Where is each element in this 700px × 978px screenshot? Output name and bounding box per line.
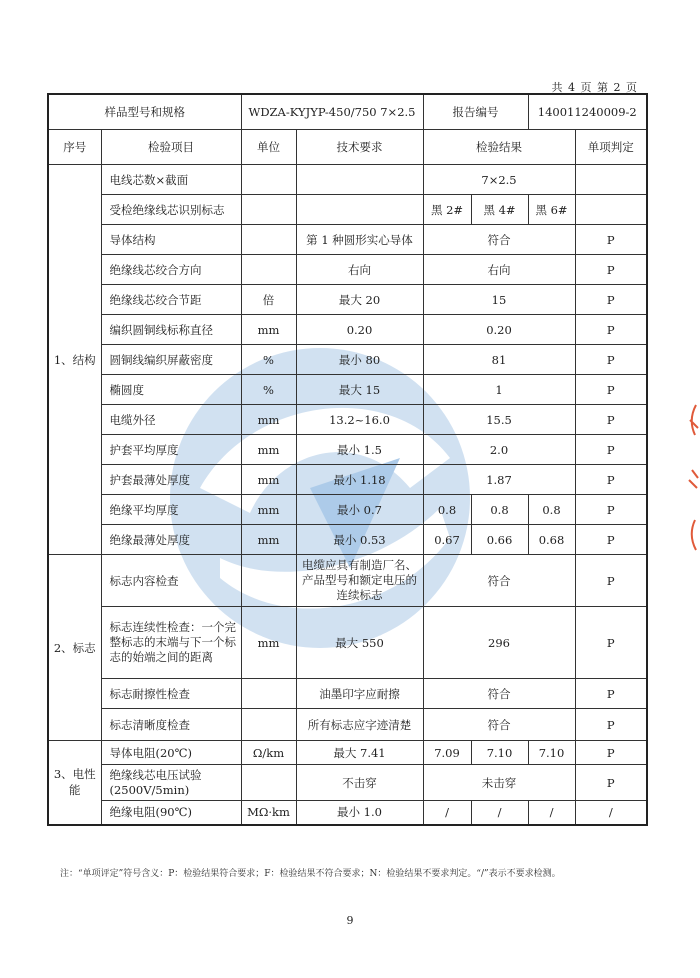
- row-item: 绝缘线芯绞合节距: [101, 285, 241, 315]
- row-unit: mm: [241, 465, 296, 495]
- row-judge: P: [575, 607, 647, 679]
- header-row: [48, 94, 647, 130]
- row-result: 15: [423, 285, 575, 315]
- row-result: 右向: [423, 255, 575, 285]
- row-unit: [241, 225, 296, 255]
- row-judge: P: [575, 525, 647, 555]
- row-result-3: 0.8: [528, 495, 575, 525]
- table-row: [48, 165, 647, 195]
- row-result: 符合: [423, 225, 575, 255]
- table-row: [48, 315, 647, 345]
- table-row: [48, 555, 647, 607]
- table-row: [48, 709, 647, 741]
- row-unit: mm: [241, 495, 296, 525]
- row-judge: P: [575, 679, 647, 709]
- row-unit: mm: [241, 607, 296, 679]
- table-row: [48, 525, 647, 555]
- row-item: 标志耐擦性检查: [101, 679, 241, 709]
- row-item: 受检绝缘线芯识别标志: [101, 195, 241, 225]
- row-result: 7×2.5: [423, 165, 575, 195]
- row-result: 296: [423, 607, 575, 679]
- report-label: 报告编号: [423, 94, 528, 130]
- row-judge: P: [575, 375, 647, 405]
- model-value: WDZA-KYJYP-450/750 7×2.5: [241, 94, 423, 130]
- col-item: 检验项目: [101, 130, 241, 165]
- row-judge: [575, 165, 647, 195]
- model-label: 样品型号和规格: [48, 94, 241, 130]
- row-unit: %: [241, 375, 296, 405]
- report-value: 140011240009-2: [528, 94, 647, 130]
- seal-stamp-edge-icon: [686, 400, 700, 560]
- row-judge: P: [575, 225, 647, 255]
- row-item: 电缆外径: [101, 405, 241, 435]
- row-result-1: 黑 2#: [423, 195, 471, 225]
- group-label: 3、电性能: [48, 741, 101, 825]
- row-req: 最大 20: [296, 285, 423, 315]
- row-item: 绝缘线芯绞合方向: [101, 255, 241, 285]
- row-result-1: 0.67: [423, 525, 471, 555]
- row-unit: [241, 195, 296, 225]
- table-row: [48, 679, 647, 709]
- row-unit: mm: [241, 405, 296, 435]
- row-judge: P: [575, 555, 647, 607]
- row-req: 最小 1.0: [296, 801, 423, 825]
- row-unit: [241, 709, 296, 741]
- page-info: 共 4 页 第 2 页: [551, 81, 638, 94]
- row-judge: P: [575, 765, 647, 801]
- row-item: 标志清晰度检查: [101, 709, 241, 741]
- row-req: [296, 195, 423, 225]
- row-item: 椭圆度: [101, 375, 241, 405]
- table-row: [48, 225, 647, 255]
- row-result-1: 0.8: [423, 495, 471, 525]
- row-unit: Ω/km: [241, 741, 296, 765]
- row-item: 圆铜线编织屏蔽密度: [101, 345, 241, 375]
- row-req: 13.2~16.0: [296, 405, 423, 435]
- group-label: 2、标志: [48, 555, 101, 741]
- row-result: 81: [423, 345, 575, 375]
- col-judge: 单项判定: [575, 130, 647, 165]
- footnote: 注：“单项评定”符号含义：P：检验结果符合要求；F：检验结果不符合要求；N：检验结果不要求判定。“/”表示不要求检测。: [60, 869, 561, 879]
- row-result: 符合: [423, 709, 575, 741]
- row-req: [296, 165, 423, 195]
- row-item: 绝缘平均厚度: [101, 495, 241, 525]
- col-result: 检验结果: [423, 130, 575, 165]
- row-judge: P: [575, 741, 647, 765]
- row-item: 护套最薄处厚度: [101, 465, 241, 495]
- row-req: 最大 550: [296, 607, 423, 679]
- table-row: [48, 607, 647, 679]
- row-result: 1.87: [423, 465, 575, 495]
- table-row: [48, 801, 647, 825]
- row-judge: P: [575, 435, 647, 465]
- inspection-table: [47, 93, 648, 826]
- row-result-2: 黑 4#: [471, 195, 528, 225]
- row-judge: P: [575, 345, 647, 375]
- row-result-3: 7.10: [528, 741, 575, 765]
- row-item: 绝缘电阻(90℃): [101, 801, 241, 825]
- row-req: 电缆应具有制造厂名、产品型号和额定电压的连续标志: [296, 555, 423, 607]
- row-result-2: 0.8: [471, 495, 528, 525]
- table-row: [48, 285, 647, 315]
- row-unit: [241, 679, 296, 709]
- row-req: 右向: [296, 255, 423, 285]
- row-unit: mm: [241, 435, 296, 465]
- row-req: 最小 80: [296, 345, 423, 375]
- row-req: 油墨印字应耐擦: [296, 679, 423, 709]
- row-unit: mm: [241, 315, 296, 345]
- row-req: 0.20: [296, 315, 423, 345]
- table-row: [48, 741, 647, 765]
- row-result: 1: [423, 375, 575, 405]
- row-result: 2.0: [423, 435, 575, 465]
- table-row: [48, 435, 647, 465]
- table-row: [48, 255, 647, 285]
- row-req: 最小 1.5: [296, 435, 423, 465]
- row-req: 不击穿: [296, 765, 423, 801]
- row-judge: P: [575, 315, 647, 345]
- row-result: 符合: [423, 555, 575, 607]
- row-judge: [575, 195, 647, 225]
- row-unit: mm: [241, 525, 296, 555]
- row-req: 最小 1.18: [296, 465, 423, 495]
- row-item: 护套平均厚度: [101, 435, 241, 465]
- row-result: 0.20: [423, 315, 575, 345]
- row-item: 导体电阻(20℃): [101, 741, 241, 765]
- row-result-2: /: [471, 801, 528, 825]
- row-req: 所有标志应字迹清楚: [296, 709, 423, 741]
- row-judge: /: [575, 801, 647, 825]
- col-unit: 单位: [241, 130, 296, 165]
- row-judge: P: [575, 405, 647, 435]
- row-unit: 倍: [241, 285, 296, 315]
- row-req: 最大 7.41: [296, 741, 423, 765]
- table-row: [48, 465, 647, 495]
- table-row: [48, 345, 647, 375]
- row-req: 第 1 种圆形实心导体: [296, 225, 423, 255]
- row-unit: [241, 165, 296, 195]
- row-result-2: 7.10: [471, 741, 528, 765]
- row-judge: P: [575, 255, 647, 285]
- row-item: 标志连续性检查：一个完整标志的末端与下一个标志的始端之间的距离: [101, 607, 241, 679]
- row-unit: [241, 555, 296, 607]
- row-req: 最小 0.7: [296, 495, 423, 525]
- row-unit: [241, 765, 296, 801]
- row-req: 最小 0.53: [296, 525, 423, 555]
- row-item: 导体结构: [101, 225, 241, 255]
- row-result-1: /: [423, 801, 471, 825]
- row-result: 未击穿: [423, 765, 575, 801]
- row-result: 15.5: [423, 405, 575, 435]
- row-result: 符合: [423, 679, 575, 709]
- group-label: 1、结构: [48, 165, 101, 555]
- row-result-2: 0.66: [471, 525, 528, 555]
- table-row: [48, 375, 647, 405]
- row-judge: P: [575, 285, 647, 315]
- row-result-3: 黑 6#: [528, 195, 575, 225]
- row-unit: %: [241, 345, 296, 375]
- row-item: 绝缘最薄处厚度: [101, 525, 241, 555]
- row-unit: [241, 255, 296, 285]
- row-item: 绝缘线芯电压试验(2500V/5min): [101, 765, 241, 801]
- row-req: 最大 15: [296, 375, 423, 405]
- table-row: [48, 765, 647, 801]
- column-header-row: [48, 130, 647, 165]
- row-item: 编织圆铜线标称直径: [101, 315, 241, 345]
- row-judge: P: [575, 465, 647, 495]
- col-req: 技术要求: [296, 130, 423, 165]
- table-row: [48, 195, 647, 225]
- row-result-1: 7.09: [423, 741, 471, 765]
- row-result-3: /: [528, 801, 575, 825]
- row-result-3: 0.68: [528, 525, 575, 555]
- row-judge: P: [575, 709, 647, 741]
- table-row: [48, 495, 647, 525]
- table-row: [48, 405, 647, 435]
- row-unit: MΩ·km: [241, 801, 296, 825]
- row-item: 标志内容检查: [101, 555, 241, 607]
- row-judge: P: [575, 495, 647, 525]
- page-number: 9: [346, 914, 354, 927]
- col-seq: 序号: [48, 130, 101, 165]
- row-item: 电线芯数×截面: [101, 165, 241, 195]
